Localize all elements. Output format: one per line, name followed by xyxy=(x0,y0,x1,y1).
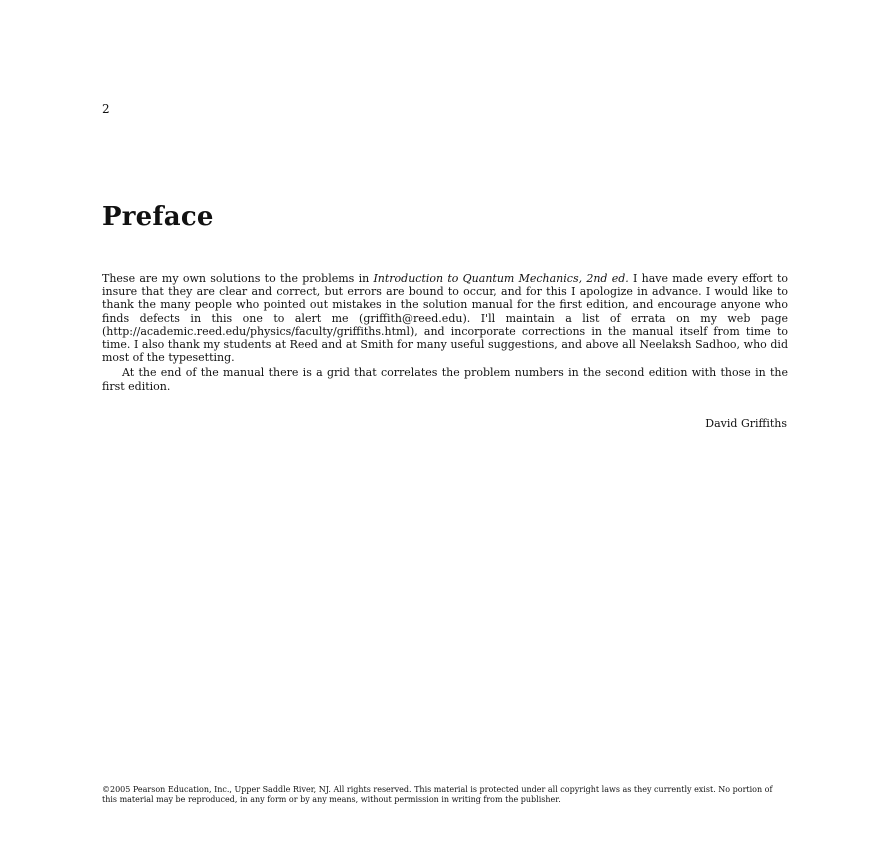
author-signature: David Griffiths xyxy=(705,417,787,430)
preface-paragraph-1 xyxy=(102,272,788,364)
copyright-footer: ©2005 Pearson Education, Inc., Upper Saddle River, NJ. All rights reserved. This material is protected under all copyright laws as they currently exist. No portion of this material may be reproduced, in any form or by any means, without permission in writing from the publisher. xyxy=(102,785,773,804)
preface-body xyxy=(102,272,788,393)
book-title: Introduction to Quantum Mechanics, 2nd ed. xyxy=(373,272,629,285)
preface-paragraph-2: At the end of the manual there is a grid that correlates the problem numbers in the second edition with those in the first edition. xyxy=(102,366,788,393)
preface-paragraph-1-rest: I have made every effort to insure that they are clear and correct, but errors are bound to occur, and for this I apologize in advance. I would like to thank the many people who pointed out mistakes in the solution manual for the first edition, and encourage anyone who finds defects in this one to alert me (griffith@reed.edu). I'll maintain a list of errata on my web page (http://academic.reed.edu/physics/faculty/griffiths.html), and incorporate corrections in the manual itself from time to time. I also thank my students at Reed and at Smith for many useful suggestions, and above all Neelaksh Sadhoo, who did most of the typesetting. xyxy=(102,272,788,365)
page-number: 2 xyxy=(102,102,110,116)
page-title: Preface xyxy=(102,202,214,232)
preface-paragraph-1-lead: These are my own solutions to the problems in xyxy=(102,272,374,285)
